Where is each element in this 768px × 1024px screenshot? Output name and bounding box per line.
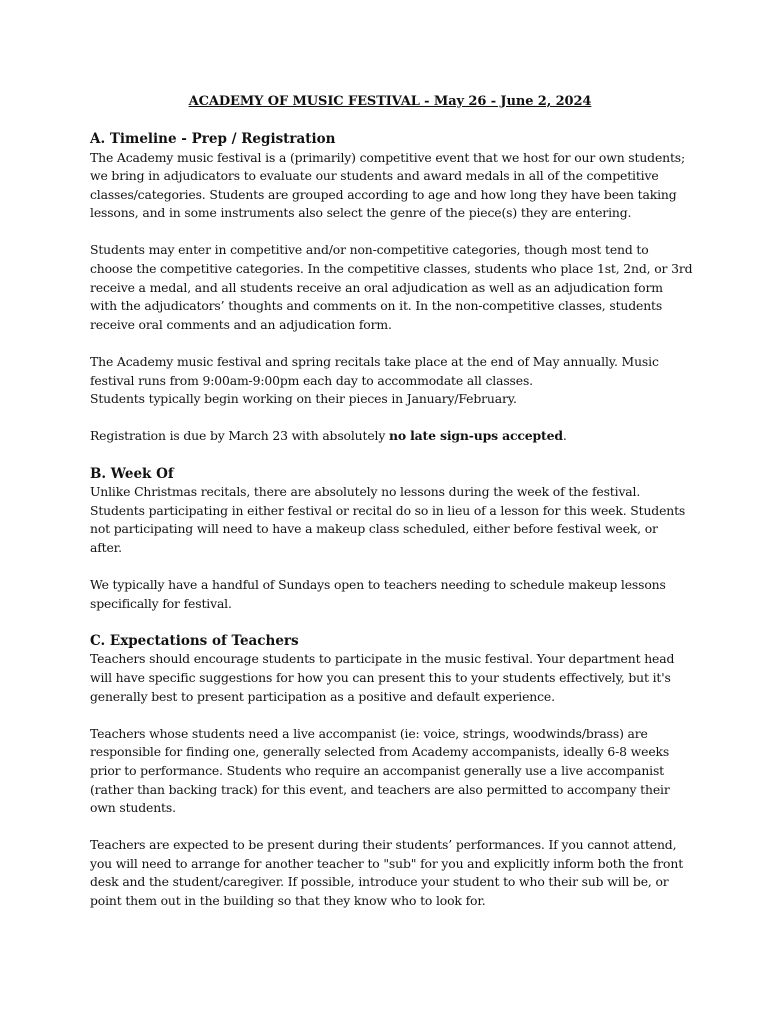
section-heading-expectations: C. Expectations of Teachers [90, 632, 299, 649]
paragraph [90, 241, 693, 334]
registration-emphasis: no late sign-ups accepted [388, 428, 563, 444]
text-line: with the adjudicators’ thoughts and comments on it. In the non-competitive classes, students [90, 298, 663, 314]
text-line: point them out in the building so that they know who to look for. [90, 893, 486, 909]
section-week-of [90, 465, 690, 614]
text-line: Teachers should encourage students to participate in the music festival. Your department head [90, 651, 675, 667]
registration-line [90, 427, 690, 446]
text-line: Teachers are expected to be present during their students’ performances. If you cannot attend, [90, 837, 677, 853]
section-expectations [90, 632, 690, 911]
text-line: own students. [90, 800, 176, 816]
text-line: after. [90, 539, 122, 555]
paragraph [90, 836, 690, 910]
text-line: choose the competitive categories. In the competitive classes, students who place 1st, 2nd, or 3rd [90, 261, 693, 277]
paragraph [90, 725, 690, 818]
paragraph [90, 149, 690, 223]
section-timeline [90, 130, 693, 446]
text-line: desk and the student/caregiver. If possible, introduce your student to who their sub will be, or [90, 874, 669, 890]
registration-paragraph [90, 427, 690, 446]
text-line: Teachers whose students need a live accompanist (ie: voice, strings, woodwinds/brass) are [90, 725, 648, 741]
document-title: ACADEMY OF MUSIC FESTIVAL - May 26 - June 2, 2024 [188, 94, 592, 109]
text-line: The Academy music festival is a (primarily) competitive event that we host for our own students; [90, 149, 686, 165]
text-line: will have specific suggestions for how you can present this to your students effectively, but it's [90, 669, 671, 685]
text-line: Unlike Christmas recitals, there are absolutely no lessons during the week of the festival. [90, 484, 641, 500]
text-line: Students participating in either festival or recital do so in lieu of a lesson for this week. Students [90, 502, 686, 518]
section-heading-timeline: A. Timeline - Prep / Registration [90, 131, 336, 147]
registration-period: . [562, 428, 567, 444]
text-line: we bring in adjudicators to evaluate our students and award medals in all of the competitive [90, 168, 659, 184]
text-line: prior to performance. Students who require an accompanist generally use a live accompanist [90, 762, 664, 778]
text-line: you will need to arrange for another teacher to "sub" for you and explicitly inform both the front [90, 855, 684, 871]
registration-text: Registration is due by March 23 with absolutely [90, 428, 389, 444]
text-line: lessons, and in some instruments also select the genre of the piece(s) they are entering. [90, 205, 632, 221]
text-line: festival runs from 9:00am-9:00pm each day to accommodate all classes. [90, 372, 533, 388]
document-page [90, 93, 693, 911]
text-line: The Academy music festival and spring recitals take place at the end of May annually. Music [90, 354, 659, 370]
text-line: not participating will need to have a makeup class scheduled, either before festival week, or [90, 521, 658, 537]
text-line: We typically have a handful of Sundays open to teachers needing to schedule makeup lessons [90, 577, 666, 593]
text-line: responsible for finding one, generally selected from Academy accompanists, ideally 6-8 weeks [90, 744, 670, 760]
paragraph [90, 353, 690, 409]
text-line: Students may enter in competitive and/or non-competitive categories, though most tend to [90, 242, 649, 258]
text-line: specifically for festival. [90, 595, 232, 611]
text-line: Students typically begin working on their pieces in January/February. [90, 391, 517, 407]
text-line: receive a medal, and all students receive an oral adjudication as well as an adjudication form [90, 279, 663, 295]
paragraph [90, 576, 690, 613]
paragraph [90, 650, 690, 706]
text-line: classes/categories. Students are grouped according to age and how long they have been taking [90, 186, 677, 202]
section-heading-week-of: B. Week Of [90, 465, 174, 482]
text-line: receive oral comments and an adjudication form. [90, 316, 392, 332]
paragraph [90, 483, 690, 557]
text-line: (rather than backing track) for this event, and teachers are also permitted to accompany their [90, 781, 670, 797]
text-line: generally best to present participation as a positive and default experience. [90, 688, 555, 704]
